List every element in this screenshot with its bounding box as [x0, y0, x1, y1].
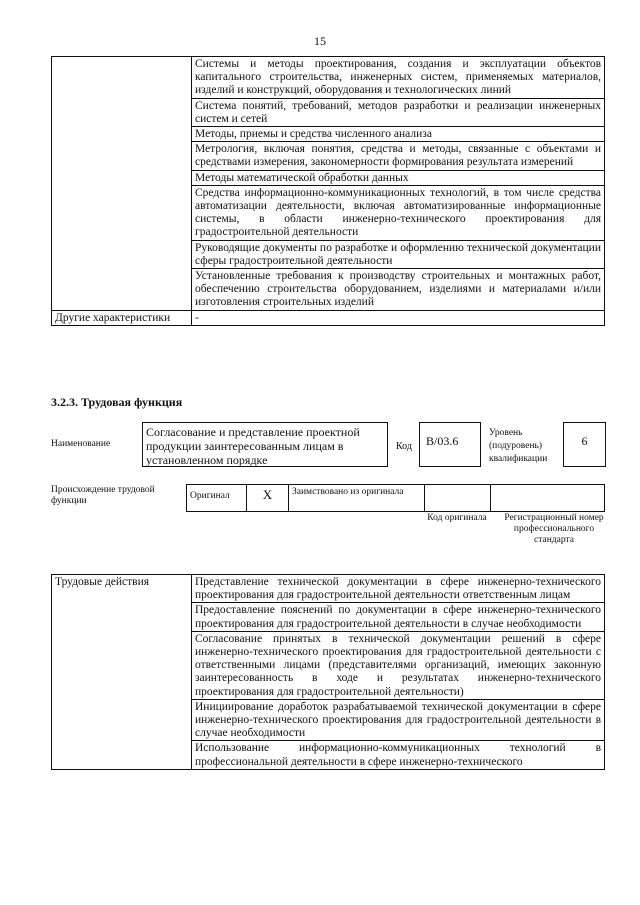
table-cell: Системы и методы проектирования, создания и эксплуатации объектов капитального строительства, инженерных систем, применяемых материалов, изделий и конструкций, оборудования и технологических линий	[192, 57, 605, 99]
table-cell: Методы, приемы и средства численного анализа	[192, 127, 605, 142]
borrowed-label: Заимствовано из оригинала	[289, 485, 425, 512]
name-label: Наименование	[51, 439, 111, 449]
actions-table	[51, 574, 605, 770]
table-cell: Предоставление пояснений по документации в сфере инженерно-технического проектирования для градостроительной деятельности в случае необходимости	[192, 603, 605, 631]
page-bottom-margin	[0, 832, 640, 905]
table-cell: Согласование принятых в технической документации решений в сфере инженерно-технического проектирования для градостроительной деятельности с ответственными лицами (представителями организаций, имеющих законную заинтересованность в ходе и результатах инженерно-технического проектирования для градостроительной деятельности)	[192, 631, 605, 699]
knowledge-table	[51, 56, 605, 326]
table-row	[52, 310, 605, 325]
code-box: В/03.6	[419, 422, 481, 467]
registration-number-caption: Регистрационный номер профессионального стандарта	[504, 513, 604, 545]
table-cell: Система понятий, требований, методов разработки и реализации инженерных систем и сетей	[192, 98, 605, 126]
origin-label: Происхождение трудовой функции	[51, 485, 155, 506]
original-mark: X	[247, 485, 289, 512]
table-cell: Инициирование доработок разрабатываемой технической документации в сфере инженерно-технического проектирования для градостроительной деятельности в случае необходимости	[192, 699, 605, 741]
registration-number-cell	[491, 485, 605, 512]
other-characteristics-value: -	[192, 310, 605, 325]
original-code-caption: Код оригинала	[427, 513, 487, 523]
level-label: Уровень (подуровень) квалификации	[489, 428, 548, 464]
table-cell: Средства информационно-коммуникационных технологий, в том числе средства автоматизации деятельности, включая автоматизированные информационные системы, в области инженерно-технического проектирования для градостроительной деятельности	[192, 185, 605, 240]
knowledge-label-cell	[52, 57, 192, 311]
table-cell: Использование информационно-коммуникационных технологий в профессиональной деятельности в сфере инженерно-технического	[192, 741, 605, 769]
table-cell: Представление технической документации в сфере инженерно-технического проектирования для градостроительной деятельности ответственным лицам	[192, 575, 605, 603]
table-cell: Руководящие документы по разработке и оформлению технической документации сферы градостроительной деятельности	[192, 240, 605, 268]
section-title: 3.2.3. Трудовая функция	[51, 395, 183, 409]
table-cell: Метрология, включая понятия, средства и методы, связанные с объектами и средствами измерения, закономерности формирования результата измерений	[192, 142, 605, 170]
original-code-cell	[425, 485, 491, 512]
code-label: Код	[396, 441, 412, 452]
other-characteristics-label: Другие характеристики	[52, 310, 192, 325]
origin-table	[186, 484, 605, 512]
function-name-box: Согласование и представление проектной продукции заинтересованным лицам в установленном порядке	[142, 422, 388, 467]
table-row	[52, 57, 605, 99]
table-cell: Установленные требования к производству строительных и монтажных работ, обеспечению строительства оборудованием, изделиями и материалами и/или изготовления строительных изделий	[192, 269, 605, 311]
table-row	[187, 485, 605, 512]
original-label: Оригинал	[187, 485, 247, 512]
actions-label: Трудовые действия	[52, 575, 192, 770]
table-row	[52, 575, 605, 603]
page-number: 15	[314, 34, 326, 48]
level-box: 6	[563, 422, 606, 467]
table-cell: Методы математической обработки данных	[192, 170, 605, 185]
